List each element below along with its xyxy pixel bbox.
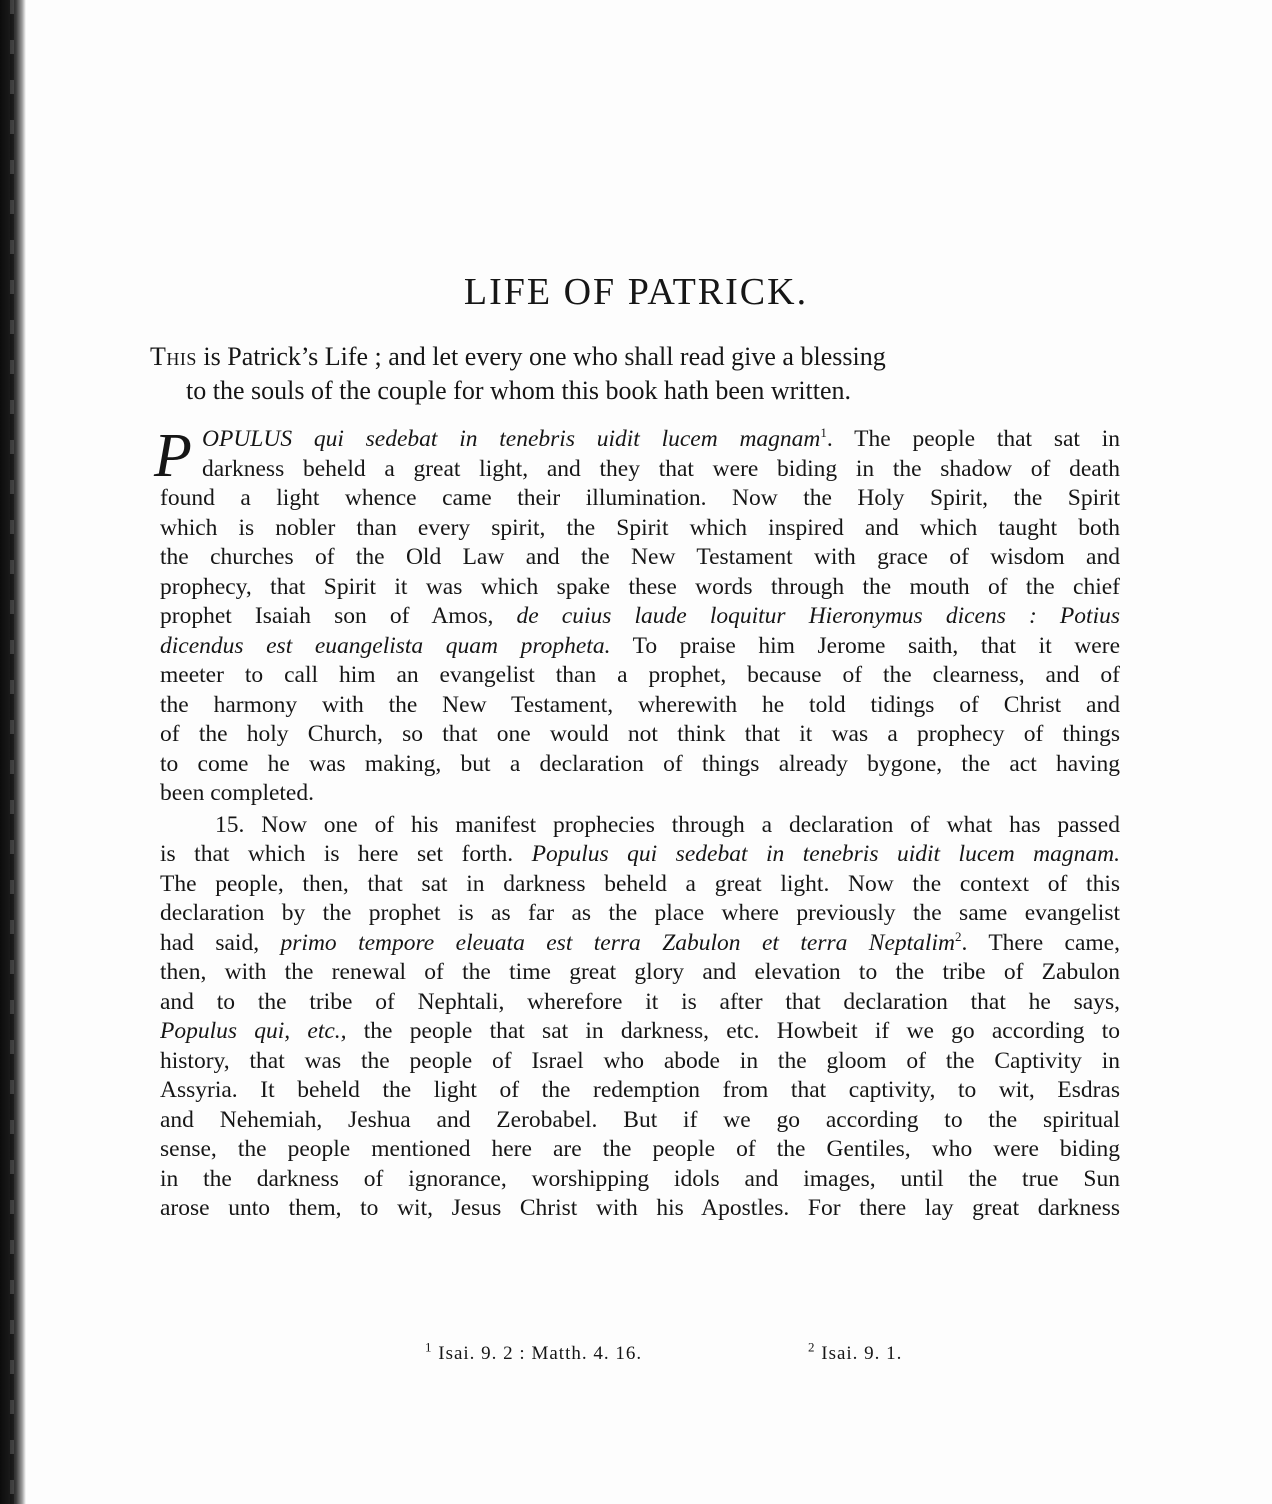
- text-line: 15. Now one of his manifest prophecies through a declaration of what has passed: [215, 811, 1120, 838]
- paragraph-1: [154, 422, 1120, 809]
- text-line: the harmony with the New Testament, wherewith he told tidings of Christ and: [160, 691, 1120, 718]
- footnote-mark: 2: [808, 1339, 816, 1355]
- text-line: [160, 840, 1120, 870]
- text-line: The people, then, that sat in darkness beheld a great light. Now the context of this: [160, 870, 1120, 897]
- latin-text: de cuius laude loquitur Hieronymus dicens : Potius: [516, 603, 1120, 629]
- heading-smallcaps-word: This: [150, 342, 197, 371]
- latin-text: OPULUS qui sedebat in tenebris uidit lucem magnam: [202, 426, 821, 452]
- footnote-text: Isai. 9. 1.: [815, 1343, 903, 1364]
- text-line: to come he was making, but a declaration of things already bygone, the act having: [160, 750, 1120, 777]
- heading-line-1: [150, 340, 1110, 374]
- text-line: the churches of the Old Law and the New Testament with grace of wisdom and: [160, 544, 1120, 570]
- text-line: [160, 929, 1120, 959]
- latin-text: Populus qui sedebat in tenebris uidit lucem magnam.: [531, 841, 1120, 867]
- footnote-ref: 1: [820, 425, 827, 441]
- text-line: been completed.: [160, 780, 314, 806]
- text-segment: . There came,: [961, 929, 1120, 956]
- footnote-mark: 1: [425, 1339, 433, 1355]
- text-segment: . The people that sat in: [826, 426, 1120, 452]
- heading-line-2: to the souls of the couple for whom this book hath been written.: [186, 376, 852, 405]
- text-line: in the darkness of ignorance, worshipping idols and images, until the true Sun: [160, 1165, 1120, 1192]
- text-segment: the people that sat in darkness, etc. Howbeit if we go according to: [346, 1018, 1120, 1044]
- footnote-ref: 2: [954, 928, 962, 944]
- text-segment: To praise him Jerome saith, that it were: [610, 632, 1120, 659]
- text-segment: had said,: [160, 929, 281, 956]
- text-line: and Nehemiah, Jeshua and Zerobabel. But if we go according to the spiritual: [160, 1106, 1120, 1133]
- text-line: [160, 1017, 1120, 1047]
- text-line: then, with the renewal of the time great glory and elevation to the tribe of Zabulon: [160, 959, 1120, 985]
- text-line: which is nobler than every spirit, the Spirit which inspired and which taught both: [160, 514, 1120, 541]
- latin-text: Populus qui, etc.,: [160, 1018, 347, 1044]
- text-line: sense, the people mentioned here are the people of the Gentiles, who were biding: [160, 1136, 1120, 1162]
- text-line: [160, 602, 1120, 632]
- text-line: Assyria. It beheld the light of the redemption from that captivity, to wit, Esdras: [160, 1077, 1120, 1103]
- text-line: [160, 632, 1120, 662]
- text-line: and to the tribe of Nephtali, wherefore it is after that declaration that he says,: [160, 988, 1120, 1015]
- text-line: of the holy Church, so that one would not think that it was a prophecy of things: [160, 721, 1120, 747]
- latin-text: primo tempore eleuata est terra Zabulon et terra Neptalim: [280, 929, 955, 956]
- heading-line-1-text: is Patrick’s Life ; and let every one who shall read give a blessing: [196, 342, 886, 371]
- text-line: history, that was the people of Israel who abode in the gloom of the Captivity in: [160, 1047, 1120, 1074]
- paragraph-15: [160, 811, 1120, 1224]
- text-segment: is that which is here set forth.: [160, 841, 532, 867]
- footnote-2: [808, 1339, 903, 1365]
- text-line: found a light whence came their illumination. Now the Holy Spirit, the Spirit: [160, 485, 1120, 511]
- text-line: arose unto them, to wit, Jesus Christ with his Apostles. For there lay great darkness: [160, 1195, 1120, 1221]
- body-text: [154, 422, 1120, 1224]
- text-line: [160, 425, 1120, 455]
- text-line: darkness beheld a great light, and they that were biding in the shadow of death: [202, 455, 1120, 482]
- latin-text: dicendus est euangelista quam propheta.: [160, 632, 611, 659]
- footnote-1: [425, 1339, 643, 1365]
- text-line: declaration by the prophet is as far as the place where previously the same evangelist: [160, 900, 1120, 926]
- text-segment: prophet Isaiah son of Amos,: [160, 603, 517, 629]
- page-title: LIFE OF PATRICK.: [463, 271, 809, 313]
- footnote-text: Isai. 9. 2 : Matth. 4. 16.: [432, 1343, 643, 1364]
- text-line: meeter to call him an evangelist than a prophet, because of the clearness, and of: [160, 662, 1120, 688]
- page-binding-edge: [0, 0, 26, 1504]
- text-line: prophecy, that Spirit it was which spake these words through the mouth of the chief: [160, 573, 1120, 600]
- drop-cap: P: [154, 422, 192, 490]
- section-heading: [150, 340, 1110, 408]
